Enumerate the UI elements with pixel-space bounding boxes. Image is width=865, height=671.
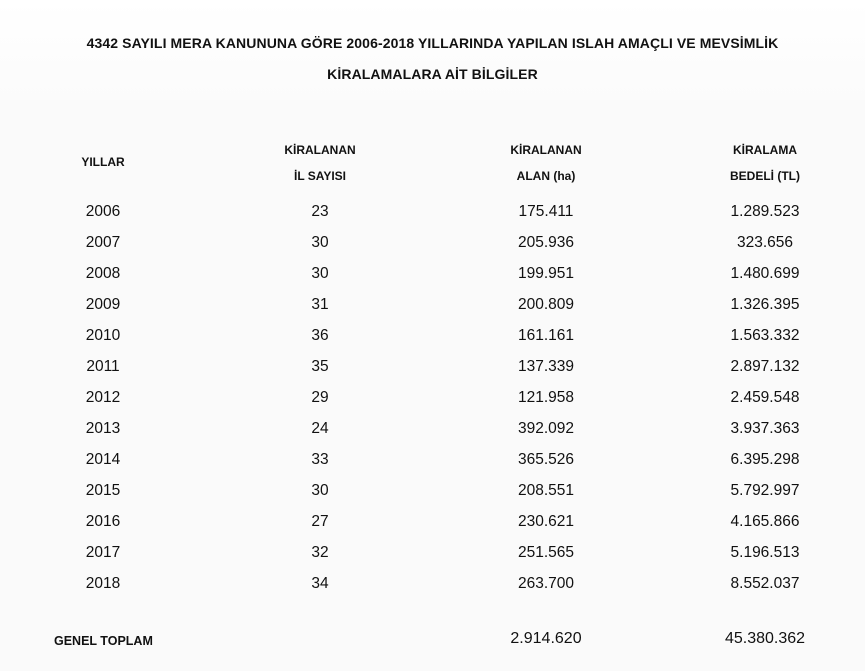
cell-fee: 323.656 [736,234,794,251]
table-row [0,475,865,506]
cell-year: 2018 [85,575,121,592]
cell-province-count: 34 [311,575,329,592]
cell-area: 161.161 [517,327,575,344]
cell-year: 2006 [85,203,121,220]
cell-year: 2007 [85,234,121,251]
cell-year: 2008 [85,265,121,282]
cell-province-count: 32 [311,544,329,561]
cell-province-count: 31 [311,296,329,313]
cell-province-count: 35 [311,358,329,375]
table-row [0,568,865,599]
header-fee-line-1: KİRALAMA [733,143,797,157]
cell-fee: 1.289.523 [730,203,800,220]
data-table [0,196,865,599]
cell-year: 2009 [85,296,121,313]
cell-fee: 2.897.132 [730,358,800,375]
cell-area: 392.092 [517,420,575,437]
header-area-line-2: ALAN (ha) [516,169,576,183]
cell-area: 121.958 [517,389,575,406]
cell-area: 251.565 [517,544,575,561]
table-row [0,506,865,537]
cell-province-count: 30 [311,265,329,282]
cell-area: 365.526 [517,451,575,468]
cell-year: 2012 [85,389,121,406]
cell-fee: 1.326.395 [730,296,800,313]
table-row [0,289,865,320]
cell-province-count: 33 [311,451,329,468]
table-row [0,537,865,568]
cell-fee: 4.165.866 [730,513,800,530]
cell-province-count: 30 [311,234,329,251]
title-line-1: 4342 SAYILI MERA KANUNUNA GÖRE 2006-2018 YILLARINDA YAPILAN ISLAH AMAÇLI VE MEVSİMLİK [86,35,779,51]
cell-area: 208.551 [517,482,575,499]
cell-fee: 8.552.037 [730,575,800,592]
cell-province-count: 27 [311,513,329,530]
cell-area: 199.951 [517,265,575,282]
cell-fee: 6.395.298 [730,451,800,468]
header-years: YILLAR [81,155,125,169]
cell-province-count: 29 [311,389,329,406]
cell-area: 175.411 [518,203,574,220]
cell-fee: 1.563.332 [730,327,800,344]
cell-area: 230.621 [517,513,575,530]
table-row [0,413,865,444]
cell-fee: 2.459.548 [730,389,800,406]
header-fee-line-2: BEDELİ (TL) [730,169,800,183]
total-label: GENEL TOPLAM [54,634,153,648]
cell-fee: 1.480.699 [730,265,800,282]
table-row [0,320,865,351]
cell-year: 2013 [85,420,121,437]
table-row [0,382,865,413]
cell-fee: 3.937.363 [730,420,800,437]
cell-year: 2014 [85,451,121,468]
cell-year: 2017 [85,544,121,561]
cell-year: 2016 [85,513,121,530]
cell-year: 2015 [85,482,121,499]
total-fee: 45.380.362 [724,630,806,647]
table-row [0,196,865,227]
table-row [0,351,865,382]
header-area-line-1: KİRALANAN [510,143,582,157]
cell-province-count: 30 [311,482,329,499]
table-row [0,258,865,289]
header-province-count-line-2: İL SAYISI [293,169,347,183]
table-row [0,444,865,475]
cell-fee: 5.196.513 [730,544,800,561]
total-area: 2.914.620 [510,630,582,647]
cell-area: 205.936 [517,234,575,251]
cell-province-count: 24 [311,420,329,437]
cell-year: 2010 [85,327,121,344]
cell-area: 137.339 [517,358,575,375]
cell-area: 263.700 [517,575,575,592]
cell-province-count: 36 [311,327,329,344]
title-line-2: KİRALAMALARA AİT BİLGİLER [327,66,538,82]
cell-area: 200.809 [517,296,575,313]
page-title [0,28,865,90]
table-row [0,227,865,258]
cell-province-count: 23 [311,203,329,220]
cell-year: 2011 [86,358,120,375]
cell-fee: 5.792.997 [730,482,800,499]
header-province-count-line-1: KİRALANAN [284,143,356,157]
